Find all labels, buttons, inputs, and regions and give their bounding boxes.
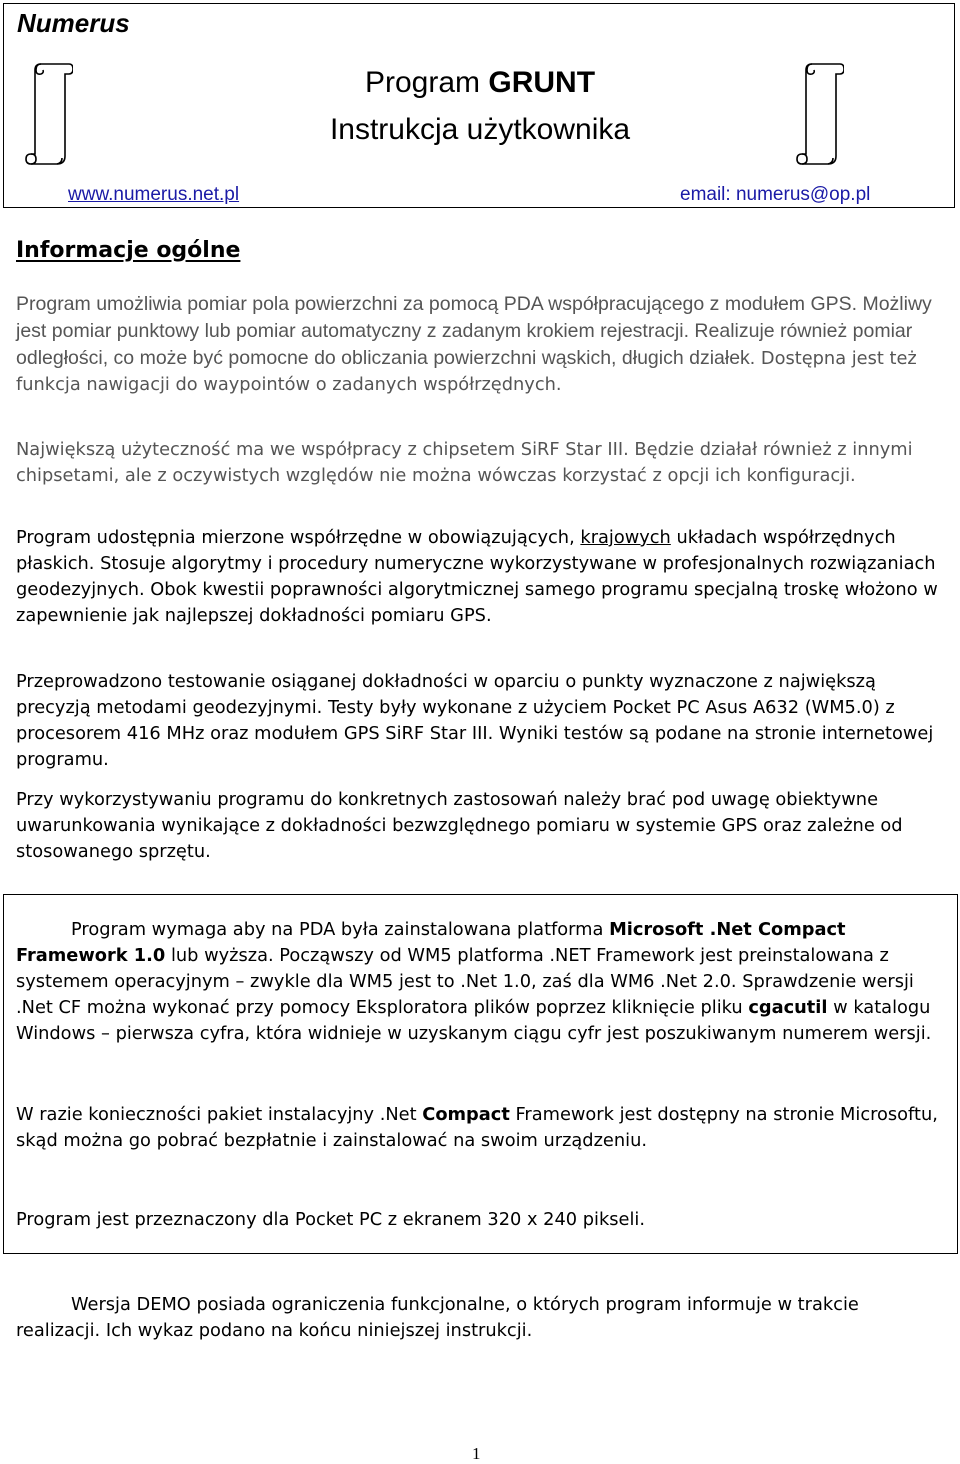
- scroll-icon: [796, 60, 844, 172]
- requirements-framework: [16, 917, 946, 1047]
- document-subtitle: Instrukcja użytkownika: [329, 113, 631, 146]
- req-text-c: lub wyższa. Począwszy od WM5 platforma .NET Framework jest preinstalowana z systemem operacyjnym – zwykle dla WM5 jest to .Net 1.0, zaś dla WM6 .Net 2.0. Sprawdzenie wersji .Net CF można wykonać przy pomocy Eksploratora plików poprzez kliknięcie pliku: [16, 945, 914, 1018]
- req-text-a: Program wymaga aby na PDA była zainstalowana platforma: [71, 919, 604, 940]
- program-name: GRUNT: [488, 66, 596, 99]
- req-bold-cgacutil: cgacutil: [748, 997, 828, 1018]
- paragraph-intro: [16, 291, 946, 398]
- demo-note: [16, 1292, 946, 1344]
- page-number: 1: [472, 1444, 481, 1463]
- req2-text-c: Framework jest dostępny na stronie Microsoftu, skąd można go pobrać bezpłatnie i zainstalować na swoim urządzeniu.: [16, 1104, 938, 1151]
- coordinates-text-b: układach współrzędnych płaskich. Stosuje algorytmy i procedury numeryczne wykorzystywane w profesjonalnych rozwiązaniach geodezyjnych. Obok kwestii poprawności algorytmicznej samego programu specjalną troskę włożono w zapewnienie jak najlepszej dokładności pomiaru GPS.: [16, 527, 938, 626]
- req-text-d: w katalogu Windows – pierwsza cyfra, która widnieje w uzyskanym ciągu cyfr jest poszukiwanym numerem wersji.: [16, 997, 932, 1044]
- paragraph-chipset: Największą użyteczność ma we współpracy z chipsetem SiRF Star III. Będzie działał również z innymi chipsetami, ale z oczywistych względów nie można wówczas korzystać z opcji ich konfiguracji.: [16, 439, 913, 486]
- brand-name: Numerus: [17, 8, 130, 38]
- requirements-device: Program jest przeznaczony dla Pocket PC z ekranem 320 x 240 pikseli.: [16, 1209, 646, 1230]
- paragraph-testing: Przeprowadzono testowanie osiąganej dokładności w oparciu o punkty wyznaczone z największą precyzją metodami geodezyjnymi. Testy były wykonane z użyciem Pocket PC Asus A632 (WM5.0) z procesorem 416 MHz oraz modułem GPS SiRF Star III. Wyniki testów są podane na stronie internetowej programu.: [16, 671, 934, 770]
- email-address: email: numerus@op.pl: [680, 184, 871, 205]
- paragraph-coordinates: [16, 525, 946, 629]
- title-prefix: Program: [364, 66, 481, 99]
- req2-text-a: W razie konieczności pakiet instalacyjny .Net: [16, 1104, 417, 1125]
- document-title: [200, 66, 760, 100]
- req-bold-framework: Microsoft .Net Compact Framework 1.0: [16, 919, 846, 966]
- website-link[interactable]: www.numerus.net.pl: [68, 184, 240, 205]
- intro-text-navigation: Dostępna jest też funkcja nawigacji do waypointów o zadanych współrzędnych.: [16, 348, 917, 395]
- scroll-icon: [25, 60, 73, 172]
- demo-note-text: Wersja DEMO posiada ograniczenia funkcjonalne, o których program informuje w trakcie realizacji. Ich wykaz podano na końcu niniejszej instrukcji.: [16, 1294, 859, 1341]
- intro-text: Program umożliwia pomiar pola powierzchni za pomocą PDA współpracującego z modułem GPS. Możliwy jest pomiar punktowy lub pomiar automatyczny z zadanym krokiem rejestracji. Realizuje również pomiar odległości, co może być pomocne do obliczania powierzchni wąskich, długich działek.: [16, 293, 932, 369]
- paragraph-usage: Przy wykorzystywaniu programu do konkretnych zastosowań należy brać pod uwagę obiektywne uwarunkowania wynikające z dokładności bezwzględnego pomiaru w systemie GPS oraz zależne od stosowanego sprzętu.: [16, 789, 903, 862]
- req2-bold: Compact: [422, 1104, 510, 1125]
- coordinates-underlined: krajowych: [580, 527, 671, 548]
- requirements-download: [16, 1102, 946, 1154]
- coordinates-text-a: Program udostępnia mierzone współrzędne w obowiązujących,: [16, 527, 575, 548]
- section-heading: Informacje ogólne: [16, 238, 241, 263]
